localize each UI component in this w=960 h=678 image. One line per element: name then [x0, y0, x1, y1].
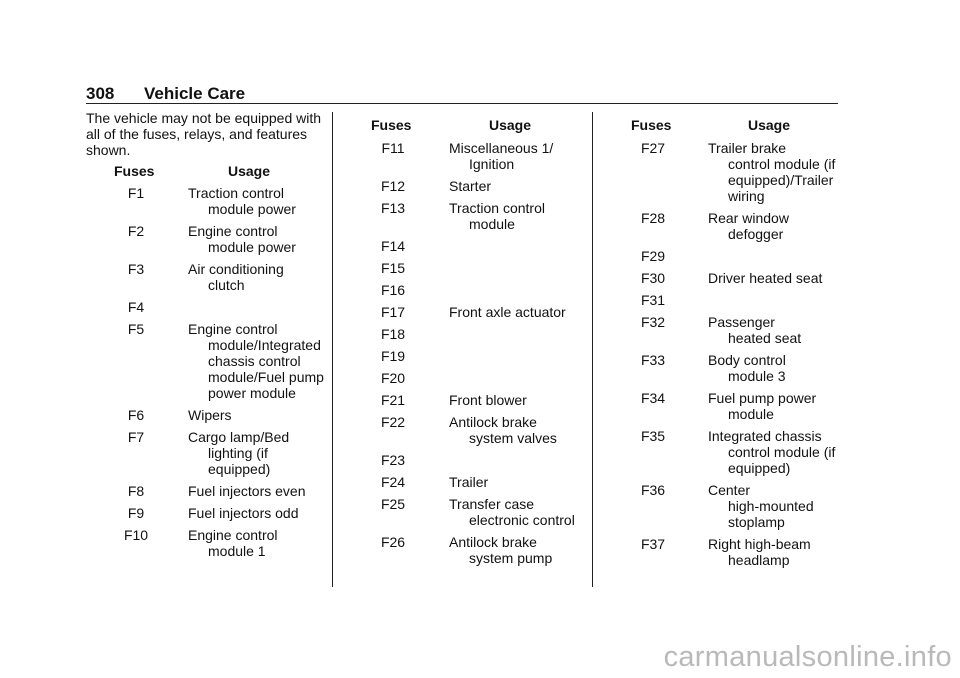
- usage-line: module power: [208, 201, 296, 217]
- usage-line: defogger: [728, 226, 784, 242]
- fuse-usage: [188, 429, 289, 477]
- section-title: Vehicle Care: [144, 84, 246, 103]
- usage-line: Starter: [449, 178, 492, 194]
- fuse-usage: [708, 210, 789, 242]
- fuse-id: F3: [127, 261, 145, 277]
- fuse-usage: [188, 321, 324, 401]
- usage-line: equipped)/Trailer: [728, 172, 834, 188]
- fuse-usage: [708, 140, 835, 204]
- fuse-usage: [188, 527, 278, 559]
- fuse-usage: [188, 185, 296, 217]
- fuse-usage: [188, 407, 232, 423]
- usage-line: equipped): [728, 460, 791, 476]
- usage-line: Miscellaneous 1/: [449, 140, 554, 156]
- usage-line: Body control: [708, 352, 786, 368]
- fuse-usage: [449, 304, 566, 320]
- fuse-usage: [449, 392, 527, 408]
- column-divider-2: [592, 112, 593, 587]
- fuse-id: F9: [127, 505, 145, 521]
- fuse-id: F2: [127, 223, 145, 239]
- fuse-id: F12: [380, 178, 406, 194]
- page-number: 308: [86, 84, 115, 103]
- usage-line: Traction control: [188, 185, 284, 201]
- fuse-id: F7: [127, 429, 145, 445]
- fuse-id: F32: [640, 314, 666, 330]
- usage-line: Fuel injectors odd: [188, 505, 299, 521]
- fuse-id: F34: [640, 390, 666, 406]
- usage-line: control module (if: [728, 156, 836, 172]
- fuse-id: F24: [380, 474, 406, 490]
- usage-line: Passenger: [708, 314, 775, 330]
- page-header: [86, 84, 245, 104]
- usage-line: high-mounted: [728, 498, 814, 514]
- fuse-usage: [449, 414, 557, 446]
- fuse-id: F27: [640, 140, 666, 156]
- fuse-usage: [449, 140, 553, 172]
- fuse-id: F18: [380, 326, 406, 342]
- usage-line: Transfer case: [449, 496, 535, 512]
- intro-paragraph: The vehicle may not be equipped with all of the fuses, relays, and features shown.: [86, 110, 322, 158]
- watermark: carmanualsonline.info: [663, 641, 952, 673]
- fuse-id: F21: [380, 392, 406, 408]
- usage-line: stoplamp: [728, 514, 785, 530]
- usage-line: lighting (if: [208, 445, 268, 461]
- usage-line: Fuel pump power: [708, 390, 817, 406]
- usage-line: equipped): [208, 461, 271, 477]
- usage-line: module: [469, 216, 515, 232]
- usage-line: Engine control: [188, 321, 278, 337]
- usage-line: Ignition: [469, 156, 515, 172]
- usage-line: Engine control: [188, 223, 278, 239]
- fuse-usage: [188, 223, 296, 255]
- fuse-id: F6: [127, 407, 145, 423]
- usage-line: Front blower: [449, 392, 527, 408]
- usage-line: Rear window: [708, 210, 789, 226]
- fuse-id: F11: [381, 140, 405, 156]
- usage-line: Integrated chassis: [708, 428, 822, 444]
- usage-line: control module (if: [728, 444, 836, 460]
- usage-line: Air conditioning: [188, 261, 284, 277]
- fuse-usage: [708, 270, 822, 286]
- fuse-id: F19: [380, 348, 406, 364]
- usage-line: heated seat: [728, 330, 802, 346]
- fuse-id: F25: [380, 496, 406, 512]
- usage-line: Wipers: [188, 407, 232, 423]
- fuse-id: F14: [380, 238, 406, 254]
- fuse-usage: [708, 428, 835, 476]
- usage-line: system pump: [469, 550, 553, 566]
- usage-line: Antilock brake: [449, 414, 537, 430]
- fuse-id: F33: [640, 352, 666, 368]
- usage-line: power module: [208, 385, 296, 401]
- usage-column-header: Usage: [489, 117, 532, 133]
- usage-line: module/Fuel pump: [208, 369, 324, 385]
- usage-line: electronic control: [469, 512, 575, 528]
- usage-line: Antilock brake: [449, 534, 537, 550]
- usage-line: module 3: [728, 368, 786, 384]
- fuse-id: F36: [640, 482, 666, 498]
- fuse-usage: [449, 496, 575, 528]
- usage-line: Engine control: [188, 527, 278, 543]
- fuses-column-header: Fuses: [114, 163, 155, 179]
- fuse-id: F22: [380, 414, 406, 430]
- fuse-id: F5: [127, 321, 145, 337]
- usage-line: Driver heated seat: [708, 270, 823, 286]
- usage-line: Cargo lamp/Bed: [188, 429, 290, 445]
- fuse-usage: [188, 261, 284, 293]
- usage-line: Right high-beam: [708, 536, 811, 552]
- usage-line: module: [728, 406, 774, 422]
- fuse-usage: [449, 534, 552, 566]
- usage-line: clutch: [208, 277, 245, 293]
- fuse-id: F23: [380, 452, 406, 468]
- fuse-usage: [449, 200, 545, 232]
- usage-line: module power: [208, 239, 296, 255]
- usage-line: wiring: [728, 188, 765, 204]
- fuses-column-header: Fuses: [631, 117, 672, 133]
- fuse-id: F4: [127, 299, 145, 315]
- usage-column-header: Usage: [228, 163, 271, 179]
- usage-line: Traction control: [449, 200, 545, 216]
- fuse-id: F10: [123, 527, 149, 543]
- fuse-id: F35: [640, 428, 666, 444]
- fuse-id: F37: [640, 536, 666, 552]
- usage-line: Trailer brake: [708, 140, 787, 156]
- header-divider: [86, 103, 838, 104]
- fuse-usage: [708, 314, 801, 346]
- usage-line: Front axle actuator: [449, 304, 566, 320]
- fuse-id: F31: [640, 292, 666, 308]
- usage-line: chassis control: [208, 353, 301, 369]
- fuse-usage: [188, 505, 299, 521]
- fuse-id: F17: [380, 304, 406, 320]
- fuse-id: F13: [380, 200, 406, 216]
- usage-column-header: Usage: [748, 117, 791, 133]
- fuse-id: F8: [127, 483, 145, 499]
- fuse-id: F16: [380, 282, 406, 298]
- fuses-column-header: Fuses: [371, 117, 412, 133]
- usage-line: module 1: [208, 543, 266, 559]
- fuse-id: F15: [380, 260, 406, 276]
- usage-line: module/Integrated: [208, 337, 321, 353]
- usage-line: Fuel injectors even: [188, 483, 306, 499]
- usage-line: system valves: [469, 430, 557, 446]
- fuse-usage: [708, 482, 814, 530]
- usage-line: headlamp: [728, 552, 790, 568]
- fuse-id: F20: [380, 370, 406, 386]
- fuse-usage: [449, 474, 488, 490]
- fuse-usage: [708, 536, 811, 568]
- column-divider-1: [332, 112, 333, 587]
- fuse-usage: [188, 483, 306, 499]
- fuse-id: F1: [127, 185, 145, 201]
- fuse-id: F28: [640, 210, 666, 226]
- usage-line: Center: [708, 482, 751, 498]
- fuse-id: F29: [640, 248, 666, 264]
- fuse-usage: [449, 178, 491, 194]
- fuse-id: F26: [380, 534, 406, 550]
- fuse-usage: [708, 352, 786, 384]
- usage-line: Trailer: [449, 474, 489, 490]
- fuse-id: F30: [640, 270, 666, 286]
- fuse-usage: [708, 390, 816, 422]
